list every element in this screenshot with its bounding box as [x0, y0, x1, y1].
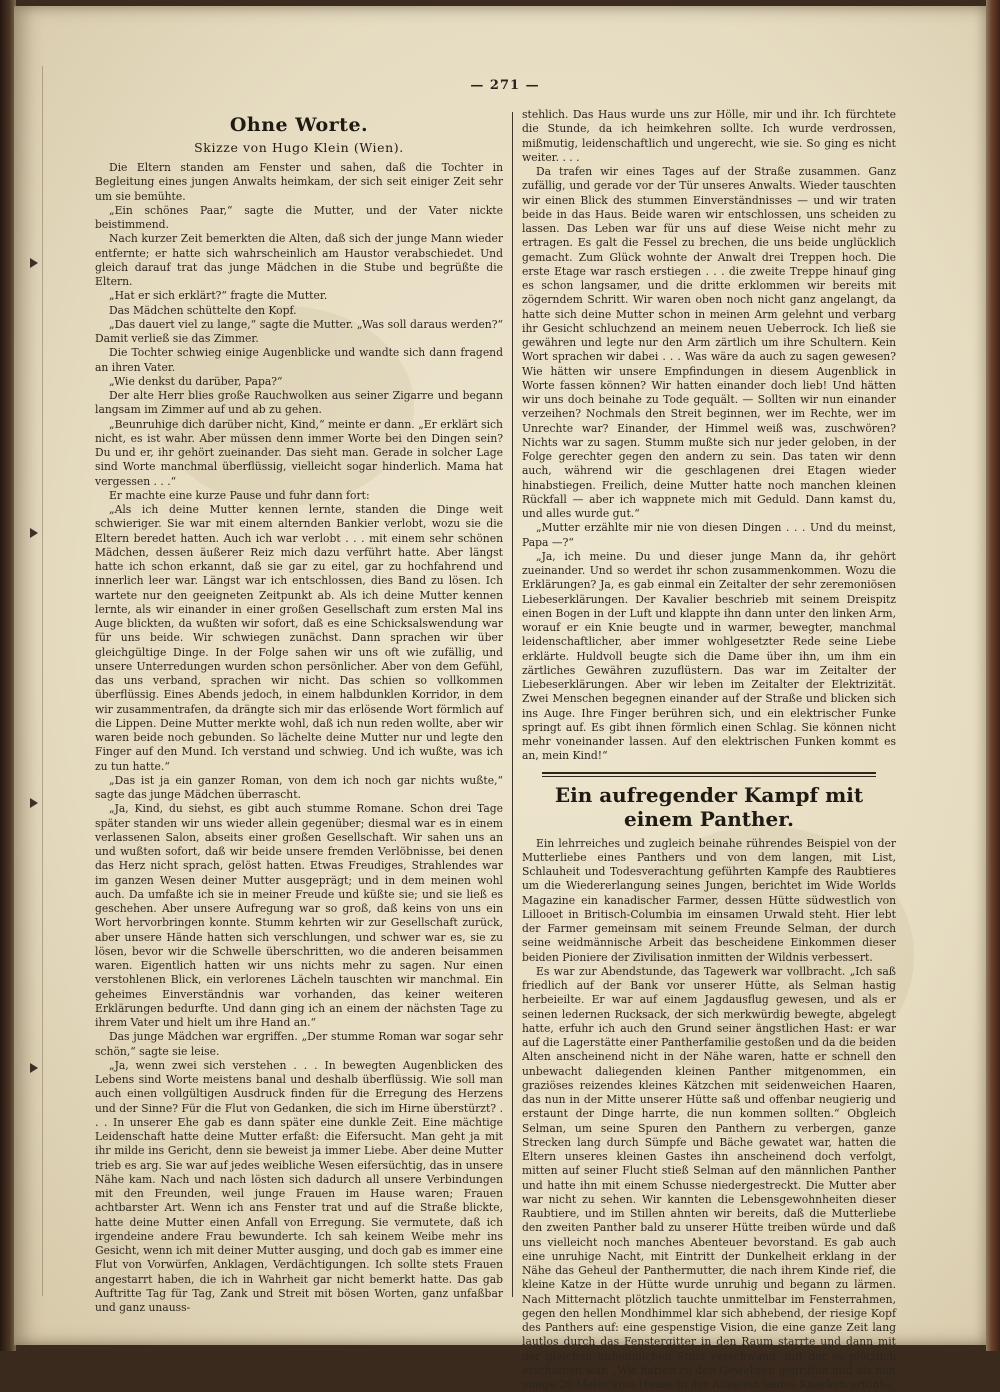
- paragraph: Die Tochter schwieg einige Augenblicke und wandte sich dann fragend an ihren Vater.: [95, 346, 503, 375]
- article-body: [522, 837, 896, 1392]
- paragraph: „Ja, wenn zwei sich verstehen . . . In bewegten Augenblicken des Lebens sind Worte meistens banal und deshalb überflüssig. Wie soll man auch einen vollgültigen Ausdruck finden für die Erregung des Herzens und der Sinne? Für die Flut von Gedanken, die sich im Hirne überstürzt? . . . In unserer Ehe gab es dann später eine dunkle Zeit. Eine mächtige Leidenschaft hatte deine Mutter erfaßt: die Eifersucht. Man geht ja mit ihr milde ins Gericht, denn sie beweist ja immer Liebe. Aber deine Mutter trieb es arg. Sie war auf jedes weibliche Wesen eifersüchtig, das in unsere Nähe kam. Nach und nach lösten sich dadurch all unsere Verbindungen mit den Freunden, weil junge Frauen im Hause waren; Frauen achtbarster Art. Wenn ich ans Fenster trat und auf die Straße blickte, hatte deine Mutter einen Anfall von Erregung. Sie vermutete, daß ich irgendeine andere Frau bewunderte. Ich sah keinem Weibe mehr ins Gesicht, wenn ich mit deiner Mutter ausging, und doch gab es immer eine Flut von Vorwürfen, Anklagen, Verdächtigungen. Ich sollte stets Frauen angestarrt haben, die ich in Wahrheit gar nicht bemerkt hatte. Das gab Auftritte Tag für Tag, Zank und Streit mit bösen Worten, ganz unfaßbar und ganz unauss-: [95, 1059, 503, 1316]
- page-number: — 271 —: [440, 78, 570, 93]
- story-body-left: [95, 161, 503, 1315]
- paragraph: „Das ist ja ein ganzer Roman, von dem ich noch gar nichts wußte,“ sagte das junge Mädchen überrascht.: [95, 774, 503, 803]
- paragraph: Er machte eine kurze Pause und fuhr dann fort:: [95, 489, 503, 503]
- paragraph: „Ein schönes Paar,“ sagte die Mutter, und der Vater nickte beistimmend.: [95, 204, 503, 233]
- paragraph: Da trafen wir eines Tages auf der Straße zusammen. Ganz zufällig, und gerade vor der Tür unseres Anwalts. Wieder tauschten wir einen Blick des stummen Einverständnisses — und wir traten beide in das Haus. Beide waren wir entschlossen, uns scheiden zu lassen. Das Leben war für uns auf diese Weise nicht mehr zu ertragen. Es galt die Fessel zu brechen, die uns beide unglücklich gemacht. Zum Glück wohnte der Anwalt drei Treppen hoch. Die erste Etage war rasch erstiegen . . . die zweite Treppe hinauf ging es schon langsamer, und die dritte erklommen wir bereits mit zögerndem Schritt. Wir waren oben noch nicht ganz angelangt, da hatte sich deine Mutter schon in meinen Arm gelehnt und verbarg ihr Gesicht schluchzend an meinem neuen Ueberrock. Ich ließ sie gewähren und legte nur den Arm zärtlich um ihre Schultern. Kein Wort sprachen wir dabei . . . Was wäre da auch zu sagen gewesen? Wie hätten wir unsere Empfindungen in diesem Augenblick in Worte fassen können? Wir hatten einander doch lieb! Und hätten wir uns doch beinahe zu Tode gequält. — Sollten wir nun einander verzeihen? Nochmals den Streit beginnen, wer im Rechte, wer im Unrechte war? Einander, der Himmel weiß was, zuschwören? Nichts war zu sagen. Stumm mußte sich nur jeder geloben, in der Folge gerechter gegen den andern zu sein. Das taten wir denn auch, während wir die geschlagenen drei Etagen wieder hinabstiegen. Freilich, deine Mutter hatte noch manchen kleinen Rückfall — aber ich wappnete mich mit Geduld. Dann kamst du, und alles wurde gut.“: [522, 165, 896, 521]
- section-separator-thin: [542, 776, 876, 777]
- article-title: Ein aufregender Kampf mit einem Panther.: [522, 783, 896, 831]
- paragraph: Das Mädchen schüttelte den Kopf.: [95, 304, 503, 318]
- paragraph: Die Eltern standen am Fenster und sahen, daß die Tochter in Begleitung eines jungen Anwalts heimkam, der sich seit einiger Zeit sehr um sie bemühte.: [95, 161, 503, 204]
- paragraph: „Ja, ich meine. Du und dieser junge Mann da, ihr gehört zueinander. Und so werdet ihr schon zusammenkommen. Wozu die Erklärungen? Ja, es gab einmal ein Zeitalter der sehr zeremoniösen Liebeserklärungen. Der Kavalier beschrieb mit seinem Dreispitz einen Bogen in der Luft und klappte ihn dann unter den linken Arm, worauf er ein Knie beugte und in warmer, bewegter, manchmal leidenschaftlicher, aber immer wohlgesetzter Rede seine Liebe erklärte. Huldvoll beugte sich die Dame über ihn, um ihm ein zärtliches Gewähren zuzuflüstern. Das war im Zeitalter der Liebeserklärungen. Aber wir leben im Zeitalter der Elektrizität. Zwei Menschen begegnen einander auf der Straße und blicken sich ins Auge. Ihre Finger berühren sich, und ein elektrischer Funke springt auf. Es gibt ihnen förmlich einen Schlag. Sie können nicht mehr voneinander lassen. Auf den elektrischen Funken kommt es an, mein Kind!“: [522, 550, 896, 764]
- paragraph: „Mutter erzählte mir nie von diesen Dingen . . . Und du meinst, Papa —?“: [522, 521, 896, 550]
- paragraph: Ein lehrreiches und zugleich beinahe rührendes Beispiel von der Mutterliebe eines Panthers und von dem langen, mit List, Schlauheit und Todesverachtung geführten Kampfe des Raubtieres um die Wiedererlangung seines Jungen, berichtet im Wide Worlds Magazine ein kanadischer Farmer, dessen Hütte südwestlich von Lillooet in Britisch-Columbia im einsamen Urwald steht. Hier lebt der Farmer gemeinsam mit seinem Freunde Selman, der durch seine weidmännische Arbeit das bescheidene Einkommen dieser beiden Pioniere der Zivilisation inmitten der Wildnis verbessert.: [522, 837, 896, 965]
- story-body-right: [522, 108, 896, 764]
- paragraph: „Beunruhige dich darüber nicht, Kind,“ meinte er dann. „Er erklärt sich nicht, es ist wahr. Aber müssen denn immer Worte bei den Dingen sein? Du und er, ihr gehört zueinander. Das sieht man. Gerade in solcher Lage sind Worte manchmal überflüssig, vielleicht sogar hinderlich. Mama hat vergessen . . .“: [95, 418, 503, 489]
- gutter-line: [42, 66, 43, 1296]
- margin-arrow-marker: [30, 258, 38, 268]
- margin-arrow-marker: [30, 1063, 38, 1073]
- paragraph: Es war zur Abendstunde, das Tagewerk war vollbracht. „Ich saß friedlich auf der Bank vor unserer Hütte, als Selman hastig herbeieilte. Er war auf einem Jagdausflug gewesen, und als er seinen ledernen Rucksack, der sich merkwürdig bewegte, abgelegt hatte, erfuhr ich auch den Grund seiner ängstlichen Hast: er war auf die Lagerstätte einer Pantherfamilie gestoßen und da die beiden Alten anscheinend nicht in der Nähe waren, hatte er schnell den unbewacht daliegenden kleinen Panther mitgenommen, ein graziöses reizendes kleines Kätzchen mit seidenweichen Haaren, das nun in der Mitte unserer Hütte saß und offenbar neugierig und erstaunt der Dinge harrte, die nun kommen sollten.“ Obgleich Selman, um seine Spuren den Panthern zu verbergen, ganze Strecken lang durch Sümpfe und Bäche gewatet war, hatten die Eltern unseres kleinen Gastes ihn anscheinend doch verfolgt, mitten auf seiner Flucht stieß Selman auf den männlichen Panther und hatte ihn mit einem Schusse niedergestreckt. Die Mutter aber war nicht zu sehen. Wir kannten die Lebensgewohnheiten dieser Raubtiere, und im Stillen ahnten wir bereits, daß die Mutterliebe den zweiten Panther bald zu unserer Hütte treiben würde und daß uns vielleicht noch manches Abenteuer bevorstand. Es gab auch eine unruhige Nacht, mit Eintritt der Dunkelheit erklang in der Nähe das Geheul der Panthermutter, die nach ihrem Kinde rief, die kleine Katze in der Hütte wurde unruhig und begann zu lärmen. Nach Mitternacht plötzlich tauchte unmittelbar im Fensterrahmen, gegen den hellen Mondhimmel klar sich abhebend, der riesige Kopf des Panthers auf: eine gespenstige Vision, die eine ganze Zeit lang lautlos durch das Fenstergitter in den Raum starrte und dann mit der gleichen unheimlichen Stille verschwand, mit der es plötzlich erschienen war. „Wir hatten zu den Gewehren gegriffen und als nun einige 20 Meter vom Hause in der Allee ein lautes Knacken ertönte,: [522, 965, 896, 1392]
- story-byline: Skizze von Hugo Klein (Wien).: [95, 140, 503, 155]
- paragraph: Der alte Herr blies große Rauchwolken aus seiner Zigarre und begann langsam im Zimmer auf und ab zu gehen.: [95, 389, 503, 418]
- paragraph: stehlich. Das Haus wurde uns zur Hölle, mir und ihr. Ich fürchtete die Stunde, da ich heimkehren sollte. Ich wurde verdrossen, mißmutig, leidenschaftlich und ungerecht, wie sie. So ging es nicht weiter. . . .: [522, 108, 896, 165]
- margin-arrow-marker: [30, 528, 38, 538]
- right-binding-edge: [986, 0, 1000, 1351]
- left-column: [95, 108, 503, 1298]
- paragraph: „Hat er sich erklärt?“ fragte die Mutter.: [95, 289, 503, 303]
- paragraph: Nach kurzer Zeit bemerkten die Alten, daß sich der junge Mann wieder entfernte; er hatte sich wahrscheinlich am Haustor verabschiedet. Und gleich darauf trat das junge Mädchen in die Stube und begrüßte die Eltern.: [95, 232, 503, 289]
- paragraph: „Wie denkst du darüber, Papa?“: [95, 375, 503, 389]
- right-column: [522, 108, 896, 1298]
- margin-arrow-marker: [30, 798, 38, 808]
- column-divider: [512, 112, 513, 1297]
- section-separator: [542, 772, 876, 774]
- paragraph: Das junge Mädchen war ergriffen. „Der stumme Roman war sogar sehr schön,“ sagte sie leise.: [95, 1030, 503, 1059]
- story-title: Ohne Worte.: [95, 114, 503, 136]
- paragraph: „Das dauert viel zu lange,“ sagte die Mutter. „Was soll daraus werden?“ Damit verließ sie das Zimmer.: [95, 318, 503, 347]
- paragraph: „Ja, Kind, du siehst, es gibt auch stumme Romane. Schon drei Tage später standen wir uns wieder allein gegenüber; diesmal war es in einem verlassenen Salon, abseits einer großen Gesellschaft. Wir sahen uns an und wußten sofort, daß wir beide unsere fremden Verlöbnisse, bei denen das Herz nicht sprach, gelöst hatten. Etwas Freudiges, Strahlendes war im ganzen Wesen deiner Mutter ausgeprägt; und in dem meinen wohl auch. Da umfaßte ich sie in meiner Freude und küßte sie; und sie ließ es geschehen. Aber unsere Aufregung war so groß, daß keins von uns ein Wort hervorbringen konnte. Stumm kehrten wir zur Gesellschaft zurück, aber unsere Hände hatten sich verschlungen, und schwer war es, sie zu lösen, bevor wir die Schwelle überschritten, wo die anderen beisammen waren. Eigentlich hatten wir uns nichts mehr zu sagen. Nur einen verstohlenen Blick, ein verlorenes Lächeln tauschten wir manchmal. Ein geheimes Einverständnis war vorhanden, das keiner weiteren Erklärungen bedurfte. Und dann ging ich an einem der nächsten Tage zu ihrem Vater und hielt um ihre Hand an.“: [95, 802, 503, 1030]
- paragraph: „Als ich deine Mutter kennen lernte, standen die Dinge weit schwieriger. Sie war mit einem alternden Bankier verlobt, wozu sie die Eltern beredet hatten. Auch ich war verlobt . . . mit einem sehr schönen Mädchen, dessen äußerer Reiz mich dazu verführt hatte. Aber längst hatte ich schon erkannt, daß sie gar zu eitel, gar zu hochfahrend und innerlich leer war. Längst war ich entschlossen, dies Band zu lösen. Ich wartete nur den geeigneten Zeitpunkt ab. Als ich deine Mutter kennen lernte, als wir einander in einer großen Gesellschaft zum ersten Mal ins Auge blickten, da wußten wir sofort, daß es eine Schicksalswendung war für uns beide. Wir schwiegen zunächst. Dann sprachen wir über gleichgültige Dinge. In der Folge sahen wir uns oft wie zufällig, und unsere Unterredungen wurden schon persönlicher. Aber von dem Gefühl, das uns verband, sprachen wir nicht. Das schien so vollkommen überflüssig. Eines Abends jedoch, in einem halbdunklen Korridor, in dem wir zusammentrafen, da drängte sich mir das erlösende Wort förmlich auf die Lippen. Deine Mutter merkte wohl, daß ich nun reden wollte, aber wir waren beide noch gebunden. So lächelte deine Mutter nur und legte den Finger auf den Mund. Ich verstand und schwieg. Und ich wußte, was ich zu tun hatte.“: [95, 503, 503, 774]
